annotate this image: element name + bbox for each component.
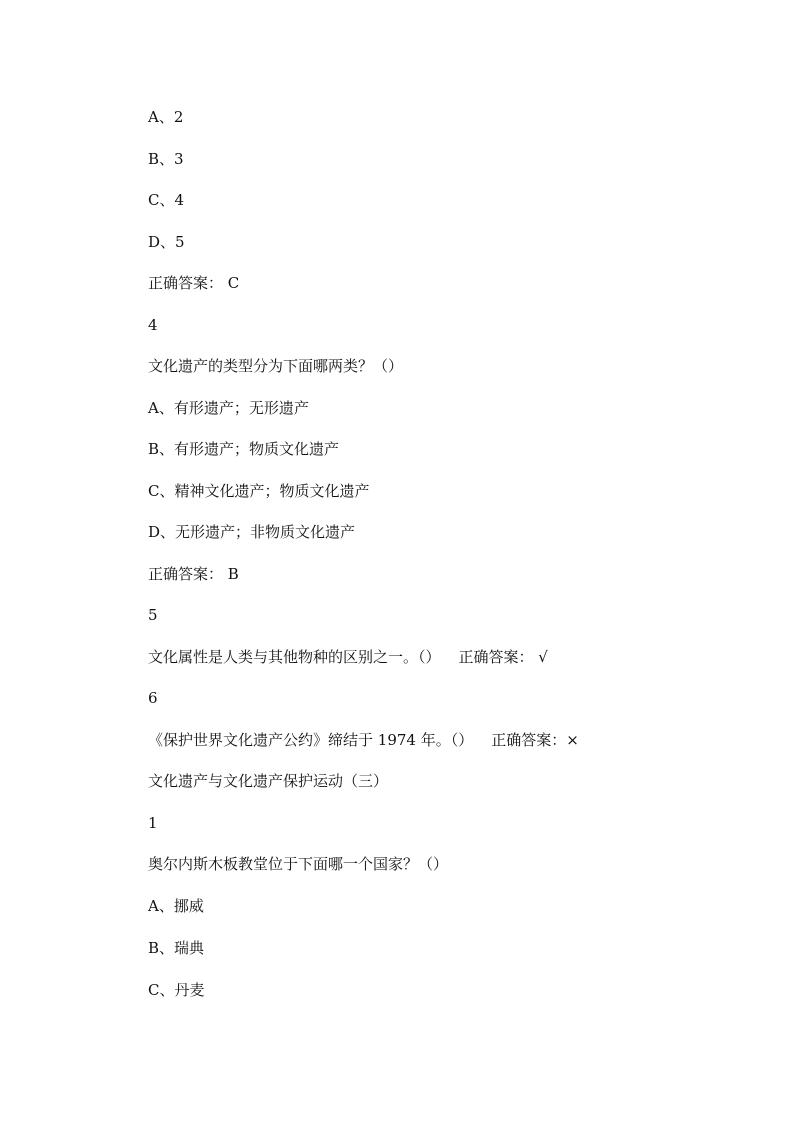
question-line [148, 730, 579, 750]
option-c: C、4 [148, 191, 185, 209]
option-c: C、丹麦 [148, 981, 205, 999]
option-a: A、2 [148, 108, 184, 126]
question-number: 6 [148, 689, 158, 707]
option-a: A、挪威 [148, 897, 204, 915]
option-d: D、无形遗产；非物质文化遗产 [148, 523, 356, 541]
correct-answer: 正确答案： B [148, 565, 239, 583]
option-b: B、有形遗产；物质文化遗产 [148, 440, 340, 458]
option-d: D、5 [148, 233, 185, 251]
option-b: B、瑞典 [148, 939, 205, 957]
question-text: 文化属性是人类与其他物种的区别之一。（） [148, 648, 441, 666]
question-number: 5 [148, 606, 158, 624]
option-a: A、有形遗产；无形遗产 [148, 399, 309, 417]
question-line [148, 647, 548, 667]
question-text: 《保护世界文化遗产公约》缔结于 1974 年。（） [148, 731, 474, 749]
correct-answer: 正确答案： C [148, 274, 240, 292]
question-text: 奥尔内斯木板教堂位于下面哪一个国家？（） [148, 855, 449, 873]
question-text: 文化遗产的类型分为下面哪两类？（） [148, 357, 404, 375]
section-heading: 文化遗产与文化遗产保护运动（三） [148, 772, 389, 790]
question-number: 1 [148, 814, 158, 832]
question-number: 4 [148, 316, 158, 334]
option-b: B、3 [148, 150, 184, 168]
option-c: C、精神文化遗产；物质文化遗产 [148, 482, 370, 500]
correct-answer: 正确答案：× [491, 731, 579, 749]
correct-answer: 正确答案： √ [458, 648, 548, 666]
